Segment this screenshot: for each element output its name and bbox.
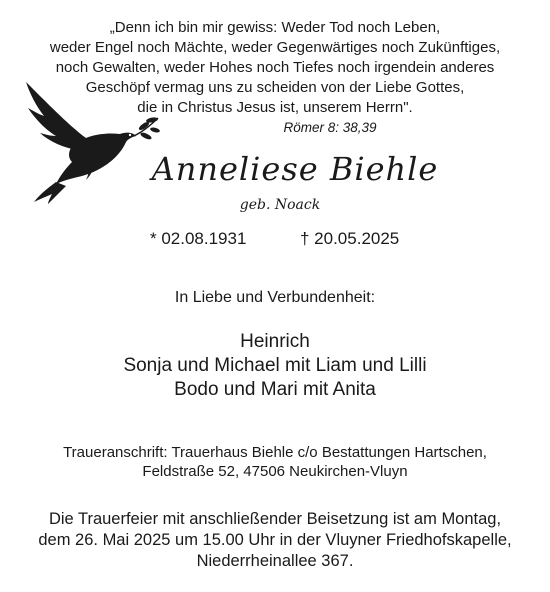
verse-line: weder Engel noch Mächte, weder Gegenwärtiges noch Zukünftiges, (49, 39, 501, 56)
verse-line: „Denn ich bin mir gewiss: Weder Tod noch Leben, (109, 19, 441, 36)
family-intro: In Liebe und Verbundenheit: (174, 289, 376, 306)
service-line: Niederrheinallee 367. (196, 552, 354, 570)
family-member: Heinrich (240, 331, 310, 352)
service-line: dem 26. Mai 2025 um 15.00 Uhr in der Vluyner Friedhofskapelle, (38, 531, 512, 549)
address-line: Traueranschrift: Trauerhaus Biehle c/o Bestattungen Hartschen, (63, 444, 487, 461)
maiden-name: geb. Noack (239, 197, 321, 213)
address-line: Feldstraße 52, 47506 Neukirchen-Vluyn (142, 463, 408, 480)
family-member: Sonja und Michael mit Liam und Lilli (123, 355, 427, 376)
mourning-address (0, 443, 550, 481)
death-date: † 20.05.2025 (300, 229, 400, 248)
service-line: Die Trauerfeier mit anschließender Beisetzung ist am Montag, (48, 510, 502, 528)
family-members (0, 330, 550, 402)
funeral-service-info (0, 509, 550, 572)
verse-line: noch Gewalten, weder Hohes noch Tiefes noch irgendein anderes (55, 59, 495, 76)
verse-line: Geschöpf vermag uns zu scheiden von der Liebe Gottes, (85, 79, 465, 96)
family-member: Bodo und Mari mit Anita (174, 379, 376, 400)
birth-date: * 02.08.1931 (150, 229, 247, 248)
verse-line: die in Christus Jesus ist, unserem Herrn". (137, 99, 413, 116)
verse-reference: Römer 8: 38,39 (283, 120, 377, 135)
deceased-name: Anneliese Biehle (151, 150, 439, 188)
